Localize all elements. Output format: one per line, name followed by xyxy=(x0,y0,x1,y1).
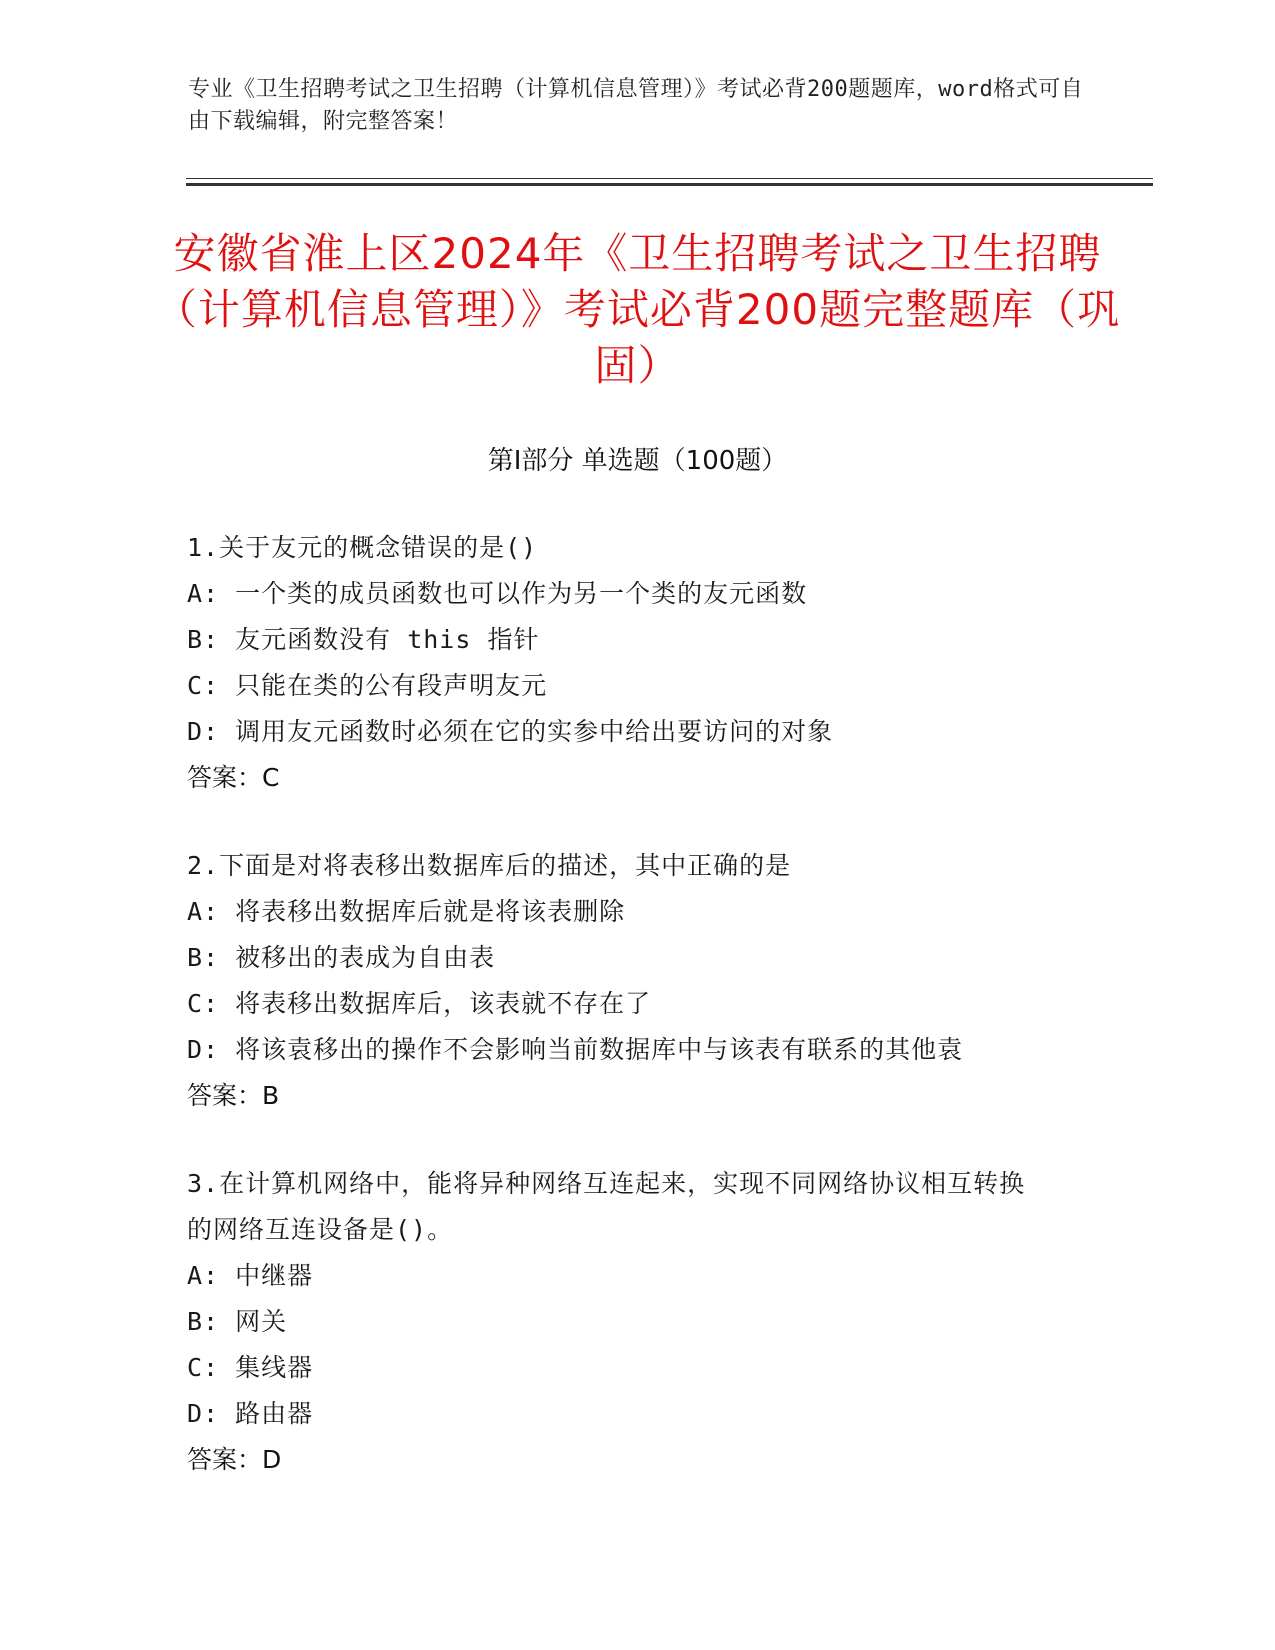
question-2 xyxy=(187,843,1087,1119)
option-a: A: 中继器 xyxy=(187,1261,314,1290)
option-b: B: 友元函数没有 this 指针 xyxy=(187,625,540,654)
document-title: 安徽省淮上区2024年《卫生招聘考试之卫生招聘（计算机信息管理）》考试必背200题完整题库（巩固） xyxy=(154,229,1121,390)
answer: 答案：D xyxy=(187,1445,282,1474)
question-list xyxy=(187,525,1087,1525)
option-c: C: 只能在类的公有段声明友元 xyxy=(187,671,548,700)
question-stem: 2.下面是对将表移出数据库后的描述，其中正确的是 xyxy=(187,851,792,880)
answer: 答案：B xyxy=(187,1081,280,1110)
answer: 答案：C xyxy=(187,763,280,792)
question-3 xyxy=(187,1161,1087,1483)
question-1 xyxy=(187,525,1087,801)
header-note: 专业《卫生招聘考试之卫生招聘（计算机信息管理）》考试必背200题题库，word格式可自由下载编辑，附完整答案！ xyxy=(188,77,1084,134)
option-d: D: 将该袁移出的操作不会影响当前数据库中与该表有联系的其他袁 xyxy=(187,1035,964,1064)
option-c: C: 集线器 xyxy=(187,1353,314,1382)
header-rule-thin xyxy=(186,178,1153,179)
option-d: D: 调用友元函数时必须在它的实参中给出要访问的对象 xyxy=(187,717,834,746)
question-stem: 3.在计算机网络中，能将异种网络互连起来，实现不同网络协议相互转换的网络互连设备是()。 xyxy=(187,1169,1026,1244)
option-b: B: 网关 xyxy=(187,1307,288,1336)
header-rule-thick xyxy=(186,183,1153,186)
section-title: 第Ⅰ部分 单选题（100题） xyxy=(487,446,788,476)
option-d: D: 路由器 xyxy=(187,1399,314,1428)
question-stem: 1.关于友元的概念错误的是() xyxy=(187,533,538,562)
option-c: C: 将表移出数据库后，该表就不存在了 xyxy=(187,989,652,1018)
option-b: B: 被移出的表成为自由表 xyxy=(187,943,496,972)
option-a: A: 将表移出数据库后就是将该表删除 xyxy=(187,897,626,926)
option-a: A: 一个类的成员函数也可以作为另一个类的友元函数 xyxy=(187,579,808,608)
